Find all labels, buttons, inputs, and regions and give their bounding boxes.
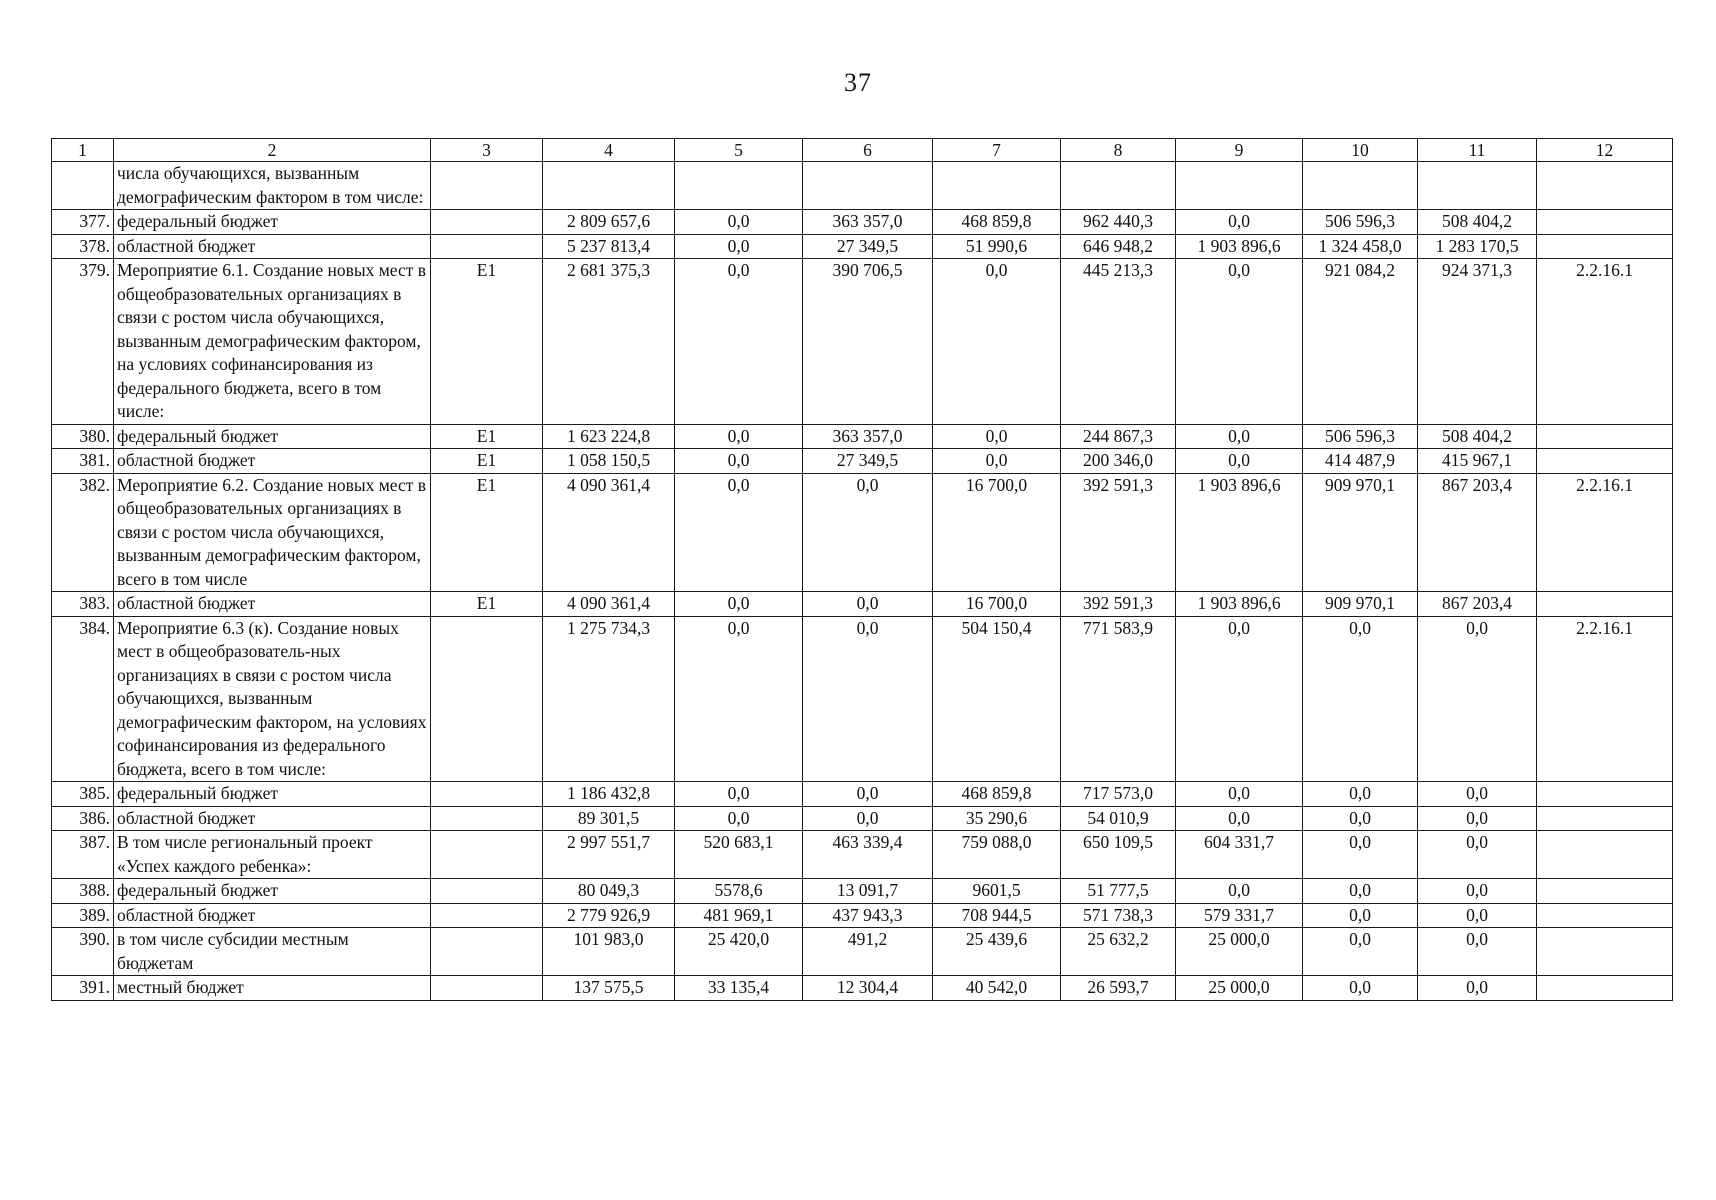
value-cell: 0,0	[675, 806, 803, 831]
value-cell: 0,0	[1176, 210, 1303, 235]
value-cell: 0,0	[675, 424, 803, 449]
value-cell: 363 357,0	[803, 210, 933, 235]
reference-cell: 2.2.16.1	[1537, 616, 1673, 782]
header-cell: 9	[1176, 139, 1303, 162]
value-cell: 51 777,5	[1061, 879, 1176, 904]
value-cell: 0,0	[1176, 259, 1303, 425]
value-cell: 481 969,1	[675, 903, 803, 928]
value-cell: 1 903 896,6	[1176, 473, 1303, 592]
value-cell: 708 944,5	[933, 903, 1061, 928]
code-cell	[431, 928, 543, 976]
value-cell: 867 203,4	[1418, 473, 1537, 592]
row-number-cell: 383.	[52, 592, 114, 617]
value-cell: 51 990,6	[933, 234, 1061, 259]
reference-cell	[1537, 831, 1673, 879]
value-cell: 571 738,3	[1061, 903, 1176, 928]
value-cell: 0,0	[1303, 831, 1418, 879]
value-cell: 1 283 170,5	[1418, 234, 1537, 259]
code-cell	[431, 831, 543, 879]
value-cell: 40 542,0	[933, 976, 1061, 1001]
value-cell: 9601,5	[933, 879, 1061, 904]
value-cell: 137 575,5	[543, 976, 675, 1001]
value-cell: 0,0	[933, 259, 1061, 425]
row-number-cell: 382.	[52, 473, 114, 592]
value-cell: 200 346,0	[1061, 449, 1176, 474]
code-cell: Е1	[431, 592, 543, 617]
value-cell: 579 331,7	[1176, 903, 1303, 928]
row-number-cell: 390.	[52, 928, 114, 976]
table-row	[52, 976, 1673, 1001]
value-cell: 0,0	[803, 473, 933, 592]
value-cell: 2 779 926,9	[543, 903, 675, 928]
value-cell: 0,0	[1176, 806, 1303, 831]
value-cell: 0,0	[803, 616, 933, 782]
code-cell	[431, 616, 543, 782]
code-cell	[431, 879, 543, 904]
table-row	[52, 616, 1673, 782]
value-cell: 759 088,0	[933, 831, 1061, 879]
value-cell: 390 706,5	[803, 259, 933, 425]
value-cell: 1 903 896,6	[1176, 592, 1303, 617]
value-cell: 363 357,0	[803, 424, 933, 449]
value-cell: 392 591,3	[1061, 473, 1176, 592]
table-row	[52, 424, 1673, 449]
header-cell: 7	[933, 139, 1061, 162]
table-row	[52, 903, 1673, 928]
value-cell: 504 150,4	[933, 616, 1061, 782]
column-number-header-row	[52, 139, 1673, 162]
table-row	[52, 210, 1673, 235]
value-cell: 33 135,4	[675, 976, 803, 1001]
value-cell: 0,0	[1418, 903, 1537, 928]
description-cell: федеральный бюджет	[114, 424, 431, 449]
value-cell	[933, 162, 1061, 210]
value-cell: 1 623 224,8	[543, 424, 675, 449]
value-cell: 0,0	[1303, 928, 1418, 976]
value-cell: 0,0	[1303, 879, 1418, 904]
code-cell: Е1	[431, 473, 543, 592]
value-cell: 2 809 657,6	[543, 210, 675, 235]
row-number-cell: 386.	[52, 806, 114, 831]
value-cell: 921 084,2	[1303, 259, 1418, 425]
table-row	[52, 831, 1673, 879]
header-cell: 12	[1537, 139, 1673, 162]
value-cell: 0,0	[1418, 616, 1537, 782]
description-cell: федеральный бюджет	[114, 879, 431, 904]
code-cell	[431, 234, 543, 259]
value-cell: 80 049,3	[543, 879, 675, 904]
header-cell: 3	[431, 139, 543, 162]
value-cell: 2 997 551,7	[543, 831, 675, 879]
value-cell: 0,0	[675, 449, 803, 474]
value-cell: 491,2	[803, 928, 933, 976]
reference-cell	[1537, 210, 1673, 235]
value-cell: 0,0	[1418, 879, 1537, 904]
value-cell: 0,0	[675, 473, 803, 592]
value-cell: 5 237 813,4	[543, 234, 675, 259]
code-cell: Е1	[431, 449, 543, 474]
description-cell: федеральный бюджет	[114, 782, 431, 807]
value-cell: 0,0	[1303, 903, 1418, 928]
value-cell: 25 000,0	[1176, 976, 1303, 1001]
value-cell: 909 970,1	[1303, 592, 1418, 617]
code-cell	[431, 162, 543, 210]
header-cell: 8	[1061, 139, 1176, 162]
description-cell: числа обучающихся, вызванным демографическим фактором в том числе:	[114, 162, 431, 210]
reference-cell	[1537, 234, 1673, 259]
value-cell: 506 596,3	[1303, 424, 1418, 449]
description-cell: в том числе субсидии местным бюджетам	[114, 928, 431, 976]
description-cell: Мероприятие 6.1. Создание новых мест в общеобразовательных организациях в связи с ростом числа обучающихся, вызванным демографическим фактором, на условиях софинансирования из федерального бюджета, всего в том числе:	[114, 259, 431, 425]
value-cell: 0,0	[1303, 616, 1418, 782]
table-row	[52, 879, 1673, 904]
value-cell: 1 058 150,5	[543, 449, 675, 474]
description-cell: Мероприятие 6.3 (к). Создание новых мест в общеобразователь-ных организациях в связи с ростом числа обучающихся, вызванным демографическим фактором, на условиях софинансирования из федерального бюджета, всего в том числе:	[114, 616, 431, 782]
value-cell: 604 331,7	[1176, 831, 1303, 879]
value-cell: 508 404,2	[1418, 210, 1537, 235]
value-cell: 16 700,0	[933, 473, 1061, 592]
header-cell: 4	[543, 139, 675, 162]
description-cell: областной бюджет	[114, 449, 431, 474]
value-cell: 25 420,0	[675, 928, 803, 976]
row-number-cell: 380.	[52, 424, 114, 449]
code-cell	[431, 903, 543, 928]
value-cell: 12 304,4	[803, 976, 933, 1001]
value-cell: 0,0	[933, 424, 1061, 449]
table-row	[52, 806, 1673, 831]
value-cell: 0,0	[1418, 976, 1537, 1001]
value-cell	[675, 162, 803, 210]
row-number-cell: 385.	[52, 782, 114, 807]
reference-cell	[1537, 976, 1673, 1001]
value-cell	[1418, 162, 1537, 210]
value-cell	[1176, 162, 1303, 210]
code-cell	[431, 782, 543, 807]
reference-cell	[1537, 782, 1673, 807]
value-cell	[803, 162, 933, 210]
code-cell	[431, 976, 543, 1001]
value-cell: 101 983,0	[543, 928, 675, 976]
reference-cell	[1537, 928, 1673, 976]
row-number-cell: 387.	[52, 831, 114, 879]
value-cell: 392 591,3	[1061, 592, 1176, 617]
value-cell: 0,0	[1176, 616, 1303, 782]
value-cell: 54 010,9	[1061, 806, 1176, 831]
header-cell: 2	[114, 139, 431, 162]
description-cell: областной бюджет	[114, 903, 431, 928]
row-number-cell: 379.	[52, 259, 114, 425]
value-cell: 0,0	[1176, 879, 1303, 904]
value-cell: 717 573,0	[1061, 782, 1176, 807]
value-cell: 1 903 896,6	[1176, 234, 1303, 259]
description-cell: В том числе региональный проект «Успех каждого ребенка»:	[114, 831, 431, 879]
table-row	[52, 162, 1673, 210]
value-cell: 0,0	[1303, 806, 1418, 831]
value-cell: 0,0	[675, 234, 803, 259]
value-cell: 445 213,3	[1061, 259, 1176, 425]
code-cell: Е1	[431, 259, 543, 425]
table-row	[52, 782, 1673, 807]
row-number-cell	[52, 162, 114, 210]
row-number-cell: 389.	[52, 903, 114, 928]
value-cell: 35 290,6	[933, 806, 1061, 831]
value-cell: 414 487,9	[1303, 449, 1418, 474]
value-cell: 0,0	[1418, 806, 1537, 831]
value-cell: 0,0	[1176, 782, 1303, 807]
value-cell: 0,0	[675, 782, 803, 807]
value-cell: 1 324 458,0	[1303, 234, 1418, 259]
value-cell: 867 203,4	[1418, 592, 1537, 617]
table-row	[52, 234, 1673, 259]
description-cell: областной бюджет	[114, 806, 431, 831]
header-cell: 10	[1303, 139, 1418, 162]
budget-table	[51, 138, 1673, 1001]
value-cell: 25 000,0	[1176, 928, 1303, 976]
row-number-cell: 378.	[52, 234, 114, 259]
value-cell: 415 967,1	[1418, 449, 1537, 474]
header-cell: 11	[1418, 139, 1537, 162]
value-cell: 13 091,7	[803, 879, 933, 904]
reference-cell	[1537, 424, 1673, 449]
reference-cell	[1537, 592, 1673, 617]
value-cell: 0,0	[1303, 782, 1418, 807]
value-cell: 506 596,3	[1303, 210, 1418, 235]
value-cell: 244 867,3	[1061, 424, 1176, 449]
value-cell: 646 948,2	[1061, 234, 1176, 259]
value-cell: 520 683,1	[675, 831, 803, 879]
description-cell: федеральный бюджет	[114, 210, 431, 235]
value-cell: 16 700,0	[933, 592, 1061, 617]
reference-cell	[1537, 879, 1673, 904]
row-number-cell: 377.	[52, 210, 114, 235]
row-number-cell: 384.	[52, 616, 114, 782]
value-cell	[1061, 162, 1176, 210]
value-cell: 468 859,8	[933, 210, 1061, 235]
value-cell: 0,0	[803, 782, 933, 807]
value-cell: 468 859,8	[933, 782, 1061, 807]
code-cell	[431, 806, 543, 831]
value-cell: 0,0	[675, 259, 803, 425]
reference-cell	[1537, 806, 1673, 831]
value-cell: 2 681 375,3	[543, 259, 675, 425]
value-cell	[543, 162, 675, 210]
value-cell: 89 301,5	[543, 806, 675, 831]
value-cell: 0,0	[1418, 928, 1537, 976]
header-cell: 5	[675, 139, 803, 162]
code-cell: Е1	[431, 424, 543, 449]
value-cell: 26 593,7	[1061, 976, 1176, 1001]
value-cell: 962 440,3	[1061, 210, 1176, 235]
value-cell: 4 090 361,4	[543, 473, 675, 592]
value-cell: 0,0	[675, 592, 803, 617]
table-body	[52, 162, 1673, 1001]
row-number-cell: 381.	[52, 449, 114, 474]
value-cell: 0,0	[1303, 976, 1418, 1001]
value-cell: 909 970,1	[1303, 473, 1418, 592]
value-cell: 0,0	[675, 210, 803, 235]
reference-cell	[1537, 449, 1673, 474]
value-cell: 27 349,5	[803, 234, 933, 259]
header-cell: 1	[52, 139, 114, 162]
value-cell: 463 339,4	[803, 831, 933, 879]
header-cell: 6	[803, 139, 933, 162]
reference-cell: 2.2.16.1	[1537, 259, 1673, 425]
table-row	[52, 259, 1673, 425]
value-cell: 1 275 734,3	[543, 616, 675, 782]
value-cell: 0,0	[675, 616, 803, 782]
value-cell: 25 632,2	[1061, 928, 1176, 976]
value-cell: 5578,6	[675, 879, 803, 904]
table-row	[52, 928, 1673, 976]
description-cell: местный бюджет	[114, 976, 431, 1001]
description-cell: областной бюджет	[114, 592, 431, 617]
value-cell: 1 186 432,8	[543, 782, 675, 807]
value-cell: 0,0	[1418, 831, 1537, 879]
table-row	[52, 473, 1673, 592]
reference-cell	[1537, 162, 1673, 210]
description-cell: областной бюджет	[114, 234, 431, 259]
row-number-cell: 388.	[52, 879, 114, 904]
value-cell: 924 371,3	[1418, 259, 1537, 425]
value-cell: 0,0	[803, 806, 933, 831]
value-cell: 0,0	[933, 449, 1061, 474]
description-cell: Мероприятие 6.2. Создание новых мест в общеобразовательных организациях в связи с ростом числа обучающихся, вызванным демографическим фактором, всего в том числе	[114, 473, 431, 592]
value-cell: 0,0	[1418, 782, 1537, 807]
value-cell: 0,0	[1176, 449, 1303, 474]
value-cell	[1303, 162, 1418, 210]
reference-cell: 2.2.16.1	[1537, 473, 1673, 592]
table-row	[52, 449, 1673, 474]
value-cell: 650 109,5	[1061, 831, 1176, 879]
value-cell: 771 583,9	[1061, 616, 1176, 782]
code-cell	[431, 210, 543, 235]
table-row	[52, 592, 1673, 617]
reference-cell	[1537, 903, 1673, 928]
value-cell: 4 090 361,4	[543, 592, 675, 617]
value-cell: 27 349,5	[803, 449, 933, 474]
value-cell: 0,0	[803, 592, 933, 617]
value-cell: 508 404,2	[1418, 424, 1537, 449]
value-cell: 25 439,6	[933, 928, 1061, 976]
value-cell: 0,0	[1176, 424, 1303, 449]
page-number: 37	[844, 68, 872, 97]
value-cell: 437 943,3	[803, 903, 933, 928]
row-number-cell: 391.	[52, 976, 114, 1001]
